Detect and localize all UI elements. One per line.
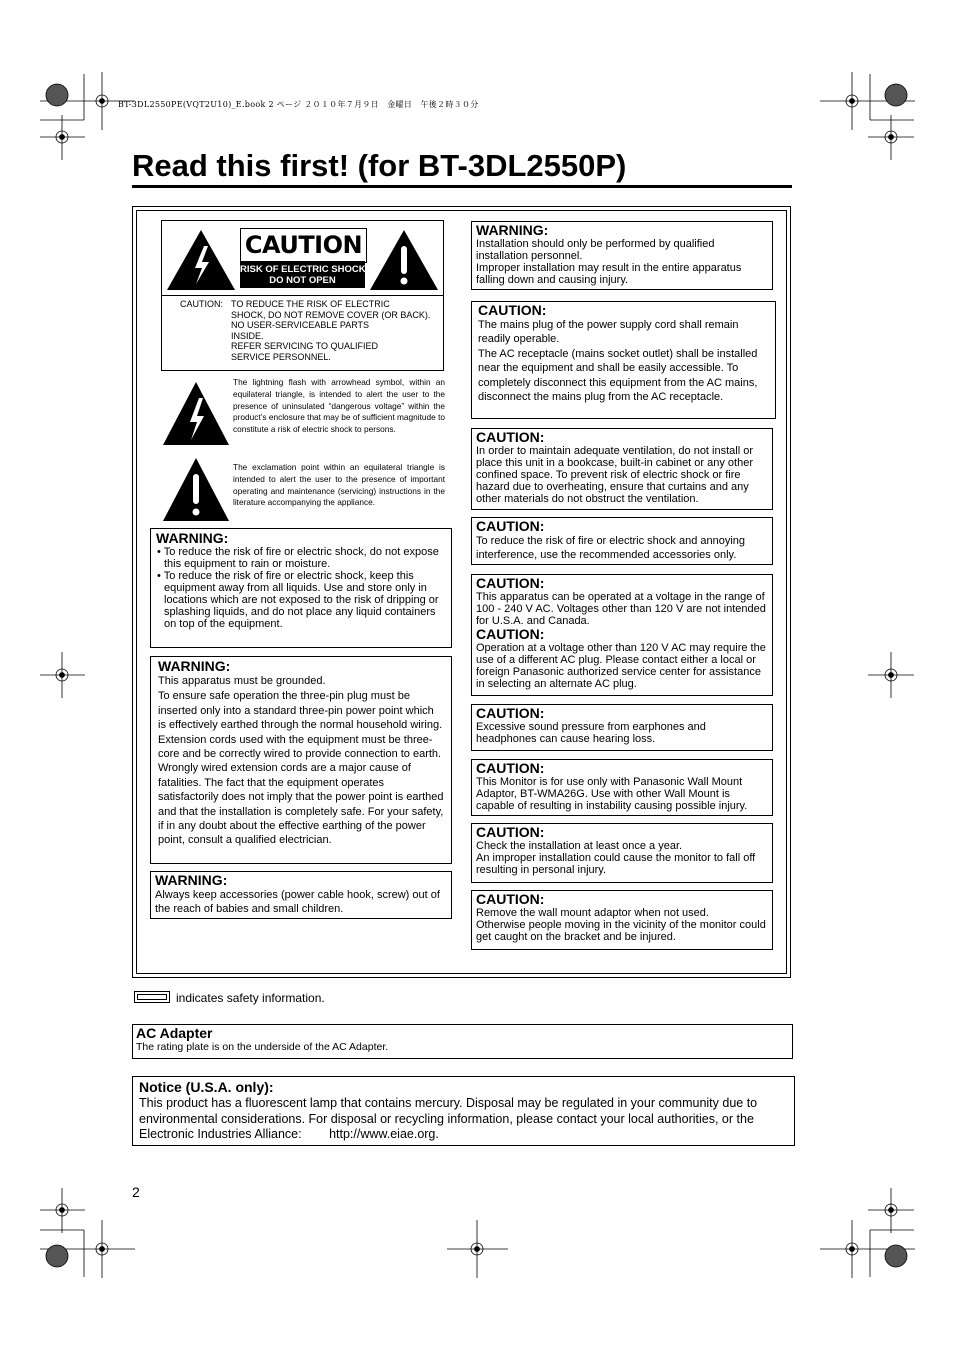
warning-box-moisture [150,528,452,648]
ac-plug-body: Operation at a voltage other than 120 V AC may require the use of a different AC plug. Please contact either a local or foreign Panasonic authorized service center for assistance in selecting an alternate AC plug. [476,642,766,690]
page-number: 2 [132,1184,140,1200]
safety-indicator-text: indicates safety information. [176,991,325,1005]
caution-box-accessories [471,517,773,565]
caution-box-voltage [471,574,773,696]
caution-box-inspection [471,823,773,883]
notice-heading: Notice (U.S.A. only): [139,1079,274,1095]
warning-box-installation [471,221,773,290]
grounding-line: This apparatus must be grounded. [158,675,326,687]
caution-panel-text: TO REDUCE THE RISK OF ELECTRIC SHOCK, DO NOT REMOVE COVER (OR BACK). NO USER-SERVICEABLE PARTS INSIDE. REFER SERVICING TO QUALIFIED SERVICE PERSONNEL. [231,299,431,362]
ac-adapter-heading: AC Adapter [136,1025,213,1041]
lightning-symbol-icon [161,380,231,447]
caution-label-panel [161,220,444,371]
caution-box-hearing [471,704,773,751]
notice-url-link[interactable]: http://www.eiae.org. [329,1127,439,1141]
hearing-body: Excessive sound pressure from earphones and headphones can cause hearing loss. [476,721,706,745]
warning-box-grounding [150,656,452,864]
caution-heading: CAUTION: [476,891,545,907]
caution-heading: CAUTION: [478,302,547,318]
page-title: Read this first! (for BT-3DL2550P) [132,148,627,183]
caution-box-ventilation [471,428,773,510]
warning-heading: WARNING: [476,222,549,238]
installation-body: Installation should only be performed by qualified installation personnel. Improper installation may result in the entire apparatus falling down and causing injury. [476,238,742,286]
notice-body: This product has a fluorescent lamp that contains mercury. Disposal may be regulated in your community due to environmental considerations. For disposal or recycling information, please contact your local authorities, or the Electronic Industries Alliance: [139,1096,758,1141]
wall-adaptor-body: Remove the wall mount adaptor when not used. Otherwise people moving in the vicinity of the monitor could get caught on the bracket and be injured. [476,907,766,943]
inspection-body: Check the installation at least once a year. An improper installation could cause the monitor to fall off resulting in personal injury. [476,840,756,876]
wall-mount-body: This Monitor is for use only with Panasonic Wall Mount Adaptor, BT-WMA26G. Use with other Wall Mount is capable of resulting in instability causing possible injury. [476,776,748,812]
grounding-body: To ensure safe operation the three-pin plug must be inserted only into a standard three-pin power point which is effectively earthed through the normal household wiring. Extension cords used with the equipment must be three-core and be correctly wired to provide connection to earth. Wrongly wired extension cords are a major cause of fatalities. The fact that the equipment operates satisfactorily does not imply that the power point is earthed and that the installation is completely safe. For your safety, if in any doubt about the effective earthing of the power point, consult a qualified electrician. [158,690,444,847]
risk-electric-shock-label: RISK OF ELECTRIC SHOCK DO NOT OPEN [240,261,365,288]
exclamation-symbol-text: The exclamation point within an equilateral triangle is intended to alert the user to the presence of important operating and maintenance (servicing) instructions in the literature accompanying the appliance. [233,462,445,508]
notice-box [132,1076,795,1146]
title-underline [132,185,792,188]
caution-box-wall-adaptor [471,890,773,950]
caution-heading: CAUTION: [476,429,545,445]
warning-bullet: • To reduce the risk of fire or electric shock, keep this equipment away from all liquids. Use and store only in locations which are not exposed to the risk of dripping or splashing liquids, and do not place any liquid containers on top of the equipment. [157,570,439,630]
caution-heading: CAUTION: [476,760,545,776]
notice-body-wrap [139,1096,788,1143]
exclamation-triangle-icon [368,228,440,292]
lightning-triangle-icon [165,228,237,292]
ventilation-body: In order to maintain adequate ventilation, do not install or place this unit in a bookcase, built-in cabinet or any other confined space. To prevent risk of electric shock or fire hazard due to overheating, ensure that curtains and any other materials do not obstruct the ventilation. [476,445,754,505]
warning-bullet: • To reduce the risk of fire or electric shock, do not expose this equipment to rain or moisture. [157,546,439,570]
accessories-body: Always keep accessories (power cable hook, screw) out of the reach of babies and small children. [155,889,440,915]
voltage-body: This apparatus can be operated at a voltage in the range of 100 - 240 V AC. Voltages other than 120 V are not intended for U.S.A. and Canada. [476,591,766,627]
lightning-symbol-text: The lightning flash with arrowhead symbol, within an equilateral triangle, is intended to alert the user to the presence of uninsulated “dangerous voltage” within the product’s enclosure that may be of sufficient magnitude to constitute a risk of electric shock to persons. [233,377,445,435]
ac-adapter-body: The rating plate is on the underside of the AC Adapter. [136,1041,389,1053]
file-header-line: BT-3DL2550PE(VQT2U10)_E.book 2 ページ ２０１０年７月９日 金曜日 午後２時３０分 [118,100,479,109]
caution-heading: CAUTION: [476,518,545,534]
caution-heading: CAUTION: [476,626,545,642]
caution-word: CAUTION [240,228,367,263]
exclamation-symbol-icon [161,456,231,523]
safety-frame-legend-icon [134,991,170,1003]
ac-adapter-box [132,1024,793,1059]
caution-heading: CAUTION: [476,705,545,721]
caution-heading: CAUTION: [476,824,545,840]
caution-box-wall-mount [471,759,773,816]
warning-heading: WARNING: [158,658,231,674]
warning-heading: WARNING: [155,872,228,888]
warning-box-accessories [150,871,452,919]
panel-divider [162,295,443,296]
caution-heading: CAUTION: [476,575,545,591]
caution-box-mains-plug [471,301,776,419]
accessories-caution-body: To reduce the risk of fire or electric shock and annoying interference, use the recommended accessories only. [476,535,746,561]
caution-panel-label: CAUTION: [180,299,224,309]
mains-plug-body: The mains plug of the power supply cord shall remain readily operable. The AC receptacle (mains socket outlet) shall be installed near the equipment and shall be easily accessible. To completely disconnect this equipment from the AC mains, disconnect the mains plug from the AC receptacle. [478,319,758,404]
warning-heading: WARNING: [156,530,229,546]
